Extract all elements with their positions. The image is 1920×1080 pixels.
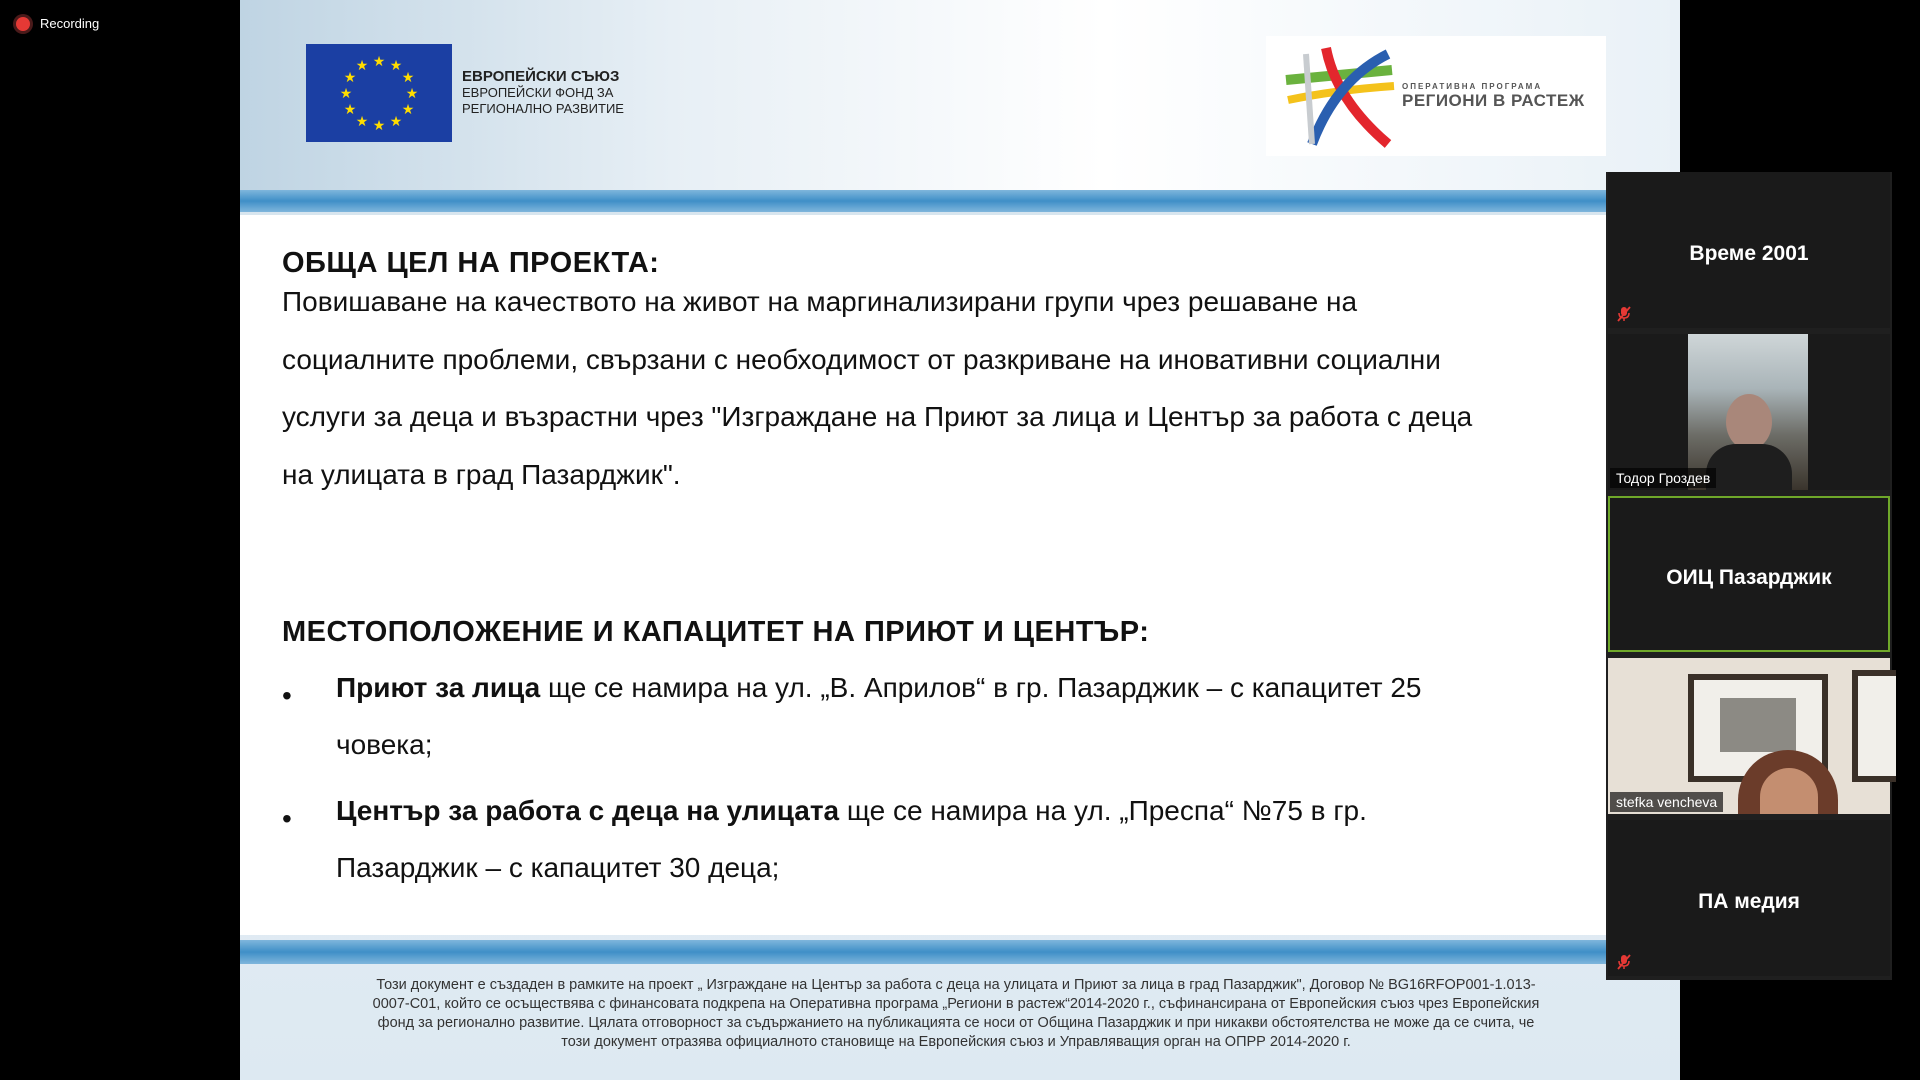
footer-line-3: фонд за регионално развитие. Цялата отговорност за съдържанието на публикацията се носи от Община Пазарджик и при никакви обстоятелства не може да се счита, че	[377, 1015, 1535, 1031]
regions-logo-text	[1402, 82, 1585, 111]
bullet-marker: •	[282, 680, 292, 711]
regions-logo-big: РЕГИОНИ В РАСТЕЖ	[1402, 90, 1585, 110]
participant-tile-vreme-2001[interactable]	[1608, 172, 1890, 328]
regions-logo-small: ОПЕРАТИВНА ПРОГРАМА	[1402, 81, 1543, 91]
svg-text:★: ★	[389, 114, 403, 130]
recording-indicator	[16, 16, 99, 31]
video-person-head	[1726, 394, 1772, 450]
bullet-shelter-bold: Приют за лица	[336, 672, 541, 703]
heading-general-goal: ОБЩА ЦЕЛ НА ПРОЕКТА:	[282, 247, 660, 279]
svg-text:★: ★	[355, 58, 369, 74]
paragraph-line-4: на улицата в град Пазарджик".	[282, 459, 681, 490]
paragraph-line-2: социалните проблеми, свързани с необходимост от разкриване на иновативни социални	[282, 344, 1441, 375]
bottom-stripe	[240, 940, 1680, 964]
eu-logo-text	[462, 69, 624, 117]
participants-panel[interactable]	[1606, 172, 1892, 980]
eu-logo-line1: ЕВРОПЕЙСКИ СЪЮЗ	[462, 68, 620, 85]
eu-logo-line2: ЕВРОПЕЙСКИ ФОНД ЗА	[462, 85, 614, 100]
bullet-center-text: ще се намира на ул. „Преспа“ №75 в гр.	[839, 795, 1367, 826]
participant-name: Тодор Гроздев	[1610, 468, 1716, 488]
svg-text:★: ★	[343, 102, 357, 118]
recording-label: Recording	[40, 16, 100, 31]
footer-line-1: Този документ е създаден в рамките на проект „ Изграждане на Център за работа с деца на улицата и Приют за лица в град Пазарджик", Договор № BG16RFOP001-1.013-	[376, 977, 1536, 993]
participant-name: ПА медия	[1698, 890, 1800, 913]
video-person-body	[1706, 444, 1792, 490]
participant-tile-stefka-vencheva[interactable]	[1608, 658, 1890, 814]
bullet-center-bold: Център за работа с деца на улицата	[336, 795, 840, 826]
record-icon	[16, 17, 30, 31]
bullet-shelter-text: ще се намира на ул. „В. Априлов“ в гр. Пазарджик – с капацитет 25	[540, 672, 1422, 703]
footer-line-2: 0007-C01, който се осъществява с финансовата подкрепа на Оперативна програма „Региони в растеж“2014-2020 г., съфинансирана от Европейския съюз чрез Европейския	[372, 996, 1540, 1012]
mic-muted-icon	[1616, 306, 1632, 322]
participant-name: stefka vencheva	[1610, 792, 1723, 812]
footer-line-4: този документ отразява официалното становище на Европейския съюз и Управляващия орган на ОПРР 2014-2020 г.	[561, 1034, 1351, 1050]
top-stripe	[240, 190, 1680, 212]
shared-slide	[240, 0, 1680, 1080]
participant-tile-pa-media[interactable]	[1608, 820, 1890, 976]
bullet-marker: •	[282, 803, 292, 834]
bullet-center-text-2: Пазарджик – с капацитет 30 деца;	[336, 852, 780, 883]
bullet-shelter	[336, 659, 1676, 773]
svg-text:★: ★	[343, 70, 357, 86]
svg-text:★: ★	[372, 54, 386, 70]
participant-tile-oic-pazardzhik[interactable]	[1608, 496, 1890, 652]
mic-muted-icon	[1616, 954, 1632, 970]
eu-logo-line3: РЕГИОНАЛНО РАЗВИТИЕ	[462, 101, 624, 116]
svg-text:★: ★	[389, 58, 403, 74]
svg-text:★: ★	[405, 86, 419, 102]
participant-tile-todor-grozdev[interactable]	[1608, 334, 1890, 490]
svg-text:★: ★	[401, 102, 415, 118]
bullet-shelter-text-2: човека;	[336, 729, 433, 760]
eu-logo	[306, 44, 624, 142]
participant-video	[1608, 658, 1890, 814]
participant-name: Време 2001	[1689, 242, 1809, 265]
svg-text:★: ★	[355, 114, 369, 130]
paragraph-line-3: услуги за деца и възрастни чрез "Изграждане на Приют за лица и Център за работа с деца	[282, 401, 1473, 432]
bullet-center	[336, 782, 1676, 896]
svg-text:★: ★	[401, 70, 415, 86]
regions-logo-icon	[1276, 40, 1402, 152]
paragraph-line-1: Повишаване на качеството на живот на маргинализирани групи чрез решаване на	[282, 286, 1358, 317]
participant-video	[1688, 334, 1808, 490]
participant-name: ОИЦ Пазарджик	[1666, 566, 1832, 589]
eu-flag-icon	[306, 44, 452, 142]
slide-content	[240, 215, 1680, 935]
heading-location-capacity: МЕСТОПОЛОЖЕНИЕ И КАПАЦИТЕТ НА ПРИЮТ И ЦЕНТЪР:	[282, 616, 1150, 648]
video-picture-frame	[1852, 670, 1896, 782]
svg-text:★: ★	[372, 118, 386, 134]
regions-in-growth-logo	[1266, 36, 1606, 156]
slide-footer	[296, 976, 1616, 1052]
svg-text:★: ★	[339, 86, 353, 102]
